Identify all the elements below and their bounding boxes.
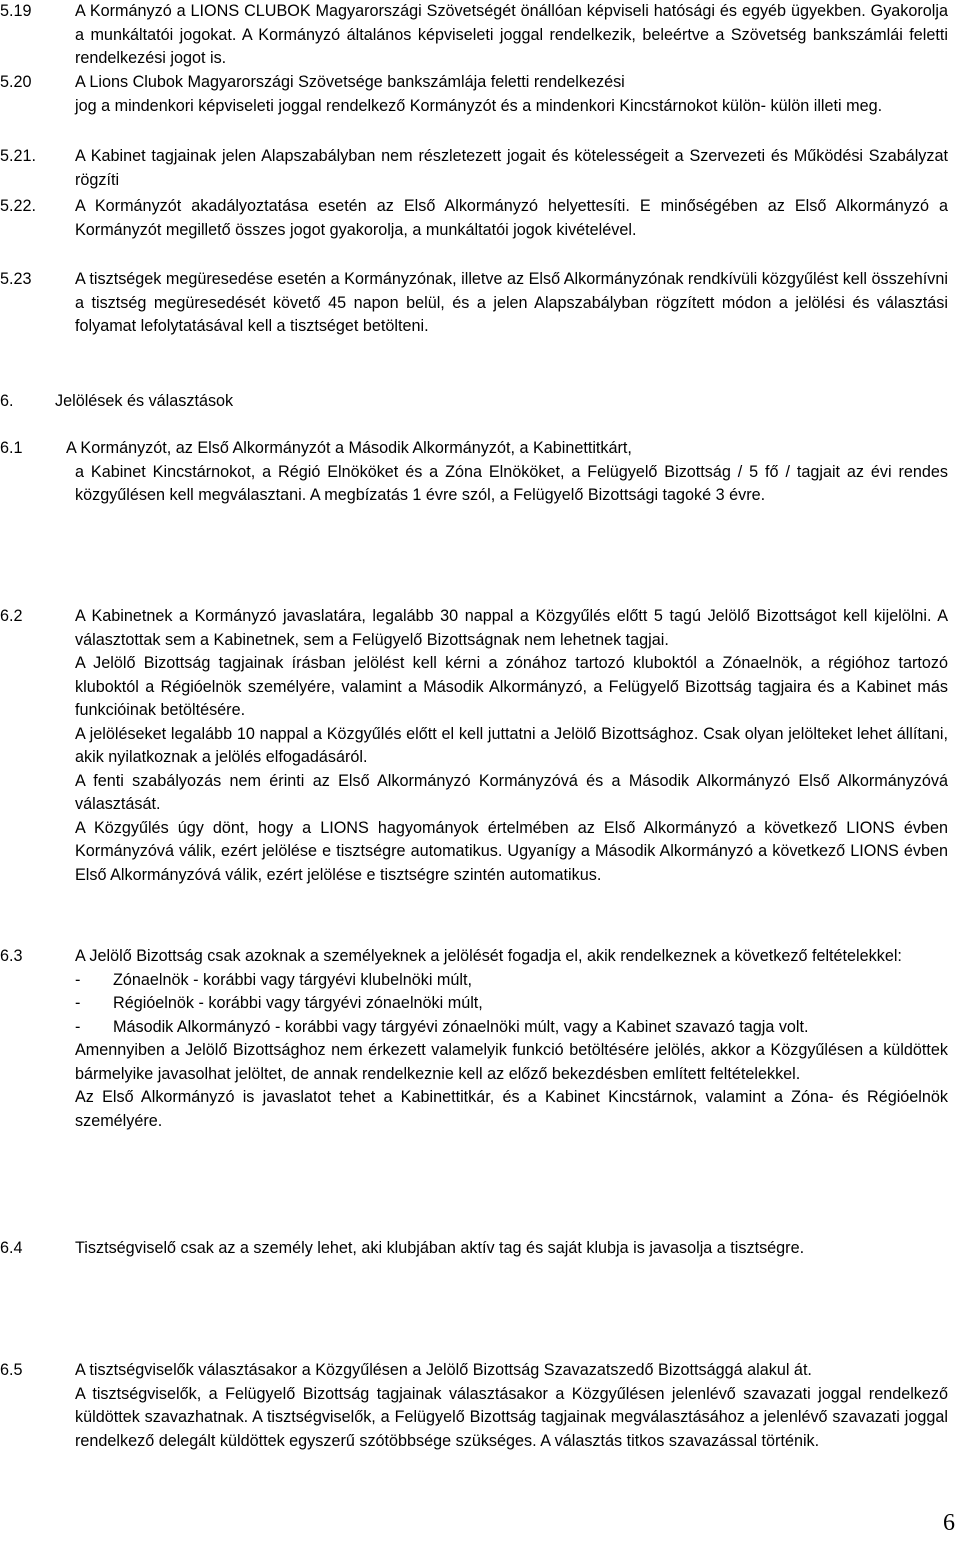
list-item-text: Zónaelnök - korábbi vagy tárgyévi klubelnöki múlt, <box>113 970 473 989</box>
paragraph: Amennyiben a Jelölő Bizottsághoz nem érkezett valamelyik funkció betöltésére jelölés, akkor a Közgyűlésen a küldöttek bármelyike javasolhat jelöltet, de annak rendelkeznie kell az előző bekezdésben említett feltételekkel. <box>75 1041 948 1083</box>
section-number: 6.1 <box>0 439 23 457</box>
list-item <box>75 992 948 1016</box>
section-6-5 <box>0 1359 960 1453</box>
list-item <box>75 1016 948 1040</box>
section-5-21 <box>0 145 960 192</box>
section-text: Tisztségviselő csak az a személy lehet, aki klubjában aktív tag és saját klubja is javasolja a tisztségre. <box>75 1239 805 1257</box>
section-text: A Kormányzót akadályoztatása esetén az Első Alkormányzó helyettesíti. E minőségében az Első Alkormányzó a Kormányzót megillető összes jogot gyakorolja, a munkáltatói jogok kivételével. <box>75 197 948 239</box>
section-6-4 <box>0 1237 960 1261</box>
paragraph: A Jelölő Bizottság csak azoknak a személyeknek a jelölését fogadja el, akik rendelkeznek a következő feltételekkel: <box>75 947 902 965</box>
section-number: 6.3 <box>0 947 23 965</box>
section-text: A tisztségek megüresedése esetén a Kormányzónak, illetve az Első Alkormányzónak rendkívüli közgyűlést kell összehívni a tisztség megüresedését követő 45 napon belül, és a jelen Alapszabályban rögzített módon a jelölési és választási folyamat lefolytatásával kell a tisztséget betölteni. <box>75 270 948 335</box>
section-6-1-continuation <box>0 461 960 508</box>
paragraph: A jelöléseket legalább 10 nappal a Közgyűlés előtt el kell juttatni a Jelölő Bizottsághoz. Csak olyan jelölteket lehet állítani, akik nyilatkoznak a jelölés elfogadásáról. <box>75 724 948 766</box>
section-number: 5.21. <box>0 147 37 165</box>
section-5-22 <box>0 195 960 242</box>
section-number: 6.5 <box>0 1361 23 1379</box>
section-5-23 <box>0 268 960 339</box>
section-6-1 <box>0 437 960 461</box>
page-number: 6 <box>943 1510 955 1536</box>
paragraph: A tisztségviselők, a Felügyelő Bizottság tagjainak választásakor a Közgyűlésen jelenlévő szavazati joggal rendelkező küldöttek szavazhatnak. A tisztségviselők, a Felügyelő Bizottság tagjainak megválasztásához a jelenlévő szavazati joggal rendelkező delegált küldöttek egyszerű szótöbbsége szükséges. A választás titkos szavazással történik. <box>75 1384 948 1450</box>
paragraph: A fenti szabályozás nem érinti az Első Alkormányzó Kormányzóvá és a Második Alkormányzó Első Alkormányzóvá választását. <box>75 771 948 813</box>
paragraph: A Jelölő Bizottság tagjainak írásban jelölést kell kérni a zónához tartozó kluboktól a Zónaelnök, a régióhoz tartozó kluboktól a Régióelnök személyére, valamint a Második Alkormányzó, a Felügyelő Bizottság tagjaira és a Kabinet más funkcióinak betöltésére. <box>75 654 948 719</box>
section-text: a Kabinet Kincstárnokot, a Régió Elnököket és a Zóna Elnököket, a Felügyelő Bizottság / 5 fő / tagjait az évi rendes közgyűlésen kell megválasztani. A megbízatás 1 évre szól, a Felügyelő Bizottsági tagoké 3 évre. <box>75 462 948 504</box>
section-number: 5.19 <box>0 2 32 20</box>
paragraph: A tisztségviselők választásakor a Közgyűlésen a Jelölő Bizottság Szavazatszedő Bizottsággá alakul át. <box>75 1361 812 1379</box>
chapter-number: 6. <box>0 392 14 410</box>
section-number: 5.22. <box>0 197 37 215</box>
section-number: 6.4 <box>0 1239 23 1257</box>
paragraph: A Kabinetnek a Kormányzó javaslatára, legalább 30 nappal a Közgyűlés előtt 5 tagú Jelölő Bizottságot kell kijelölni. A választottak sem a Kabinetnek, sem a Felügyelő Bizottságnak nem lehetnek tagjai. <box>75 607 948 649</box>
section-number: 5.20 <box>0 73 32 91</box>
section-5-20 <box>0 71 960 95</box>
list-dash: - <box>75 994 81 1012</box>
list-dash: - <box>75 1017 81 1036</box>
section-number: 6.2 <box>0 607 23 625</box>
section-5-20-continuation <box>0 95 960 119</box>
section-text: A Kormányzó a LIONS CLUBOK Magyarországi Szövetségét önállóan képviseli hatósági és egyéb ügyekben. Gyakorolja a munkáltatói jogokat. A Kormányzó általános képviseleti joggal rendelkezik, beleértve a Szövetség bankszámlái feletti rendelkezési jogot is. <box>75 2 948 67</box>
section-text: A Kabinet tagjainak jelen Alapszabályban nem részletezett jogait és kötelességeit a Szervezeti és Működési Szabályzat rögzíti <box>75 147 948 189</box>
list-dash: - <box>75 970 81 989</box>
section-number: 5.23 <box>0 270 32 288</box>
list-item-text: Régióelnök - korábbi vagy tárgyévi zónaelnöki múlt, <box>113 994 483 1012</box>
paragraph: Az Első Alkormányzó is javaslatot tehet a Kabinettitkár, és a Kabinet Kincstárnok, valamint a Zóna- és Régióelnök személyére. <box>75 1088 948 1130</box>
chapter-heading <box>0 390 960 414</box>
section-5-19 <box>0 0 960 71</box>
section-6-3 <box>0 945 960 1133</box>
list-item-text: Második Alkormányzó - korábbi vagy tárgyévi zónaelnöki múlt, vagy a Kabinet szavazó tagja volt. <box>113 1017 809 1036</box>
section-text: jog a mindenkori képviseleti joggal rendelkező Kormányzót és a mindenkori Kincstárnokot külön- külön illeti meg. <box>75 96 883 115</box>
list-item <box>75 969 948 993</box>
section-text-first-line: A Lions Clubok Magyarországi Szövetsége bankszámlája feletti rendelkezési <box>75 73 625 91</box>
section-text-first-line: A Kormányzót, az Első Alkormányzót a Második Alkormányzót, a Kabinettitkárt, <box>66 439 632 457</box>
paragraph: A Közgyűlés úgy dönt, hogy a LIONS hagyományok értelmében az Első Alkormányzó a következő LIONS évben Kormányzóvá válik, ezért jelölése e tisztségre automatikus. Ugyanígy a Második Alkormányzó a következő LIONS évben Első Alkormányzóvá válik, ezért jelölése e tisztségre szintén automatikus. <box>75 818 948 884</box>
chapter-title: Jelölések és választások <box>55 392 234 410</box>
section-6-2 <box>0 605 960 887</box>
